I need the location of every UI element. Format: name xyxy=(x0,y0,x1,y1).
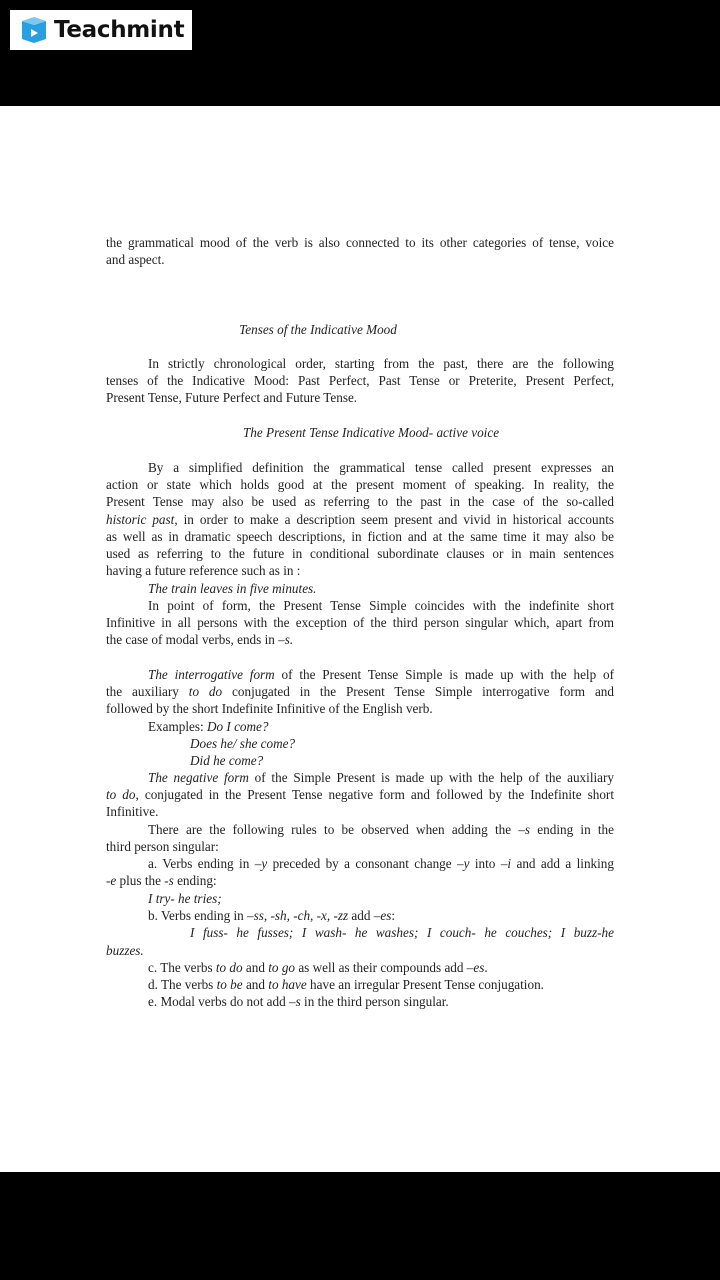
italic-text: to do xyxy=(188,684,223,699)
text: add xyxy=(348,908,374,923)
text: tenses of the Indicative Mood: Past Perfect, Past Tense or Preterite, Present Perfect, xyxy=(106,373,614,388)
italic-text: Do I come? xyxy=(206,719,269,734)
text: preceded by a consonant change xyxy=(267,856,458,871)
italic-text: to go xyxy=(268,960,296,975)
italic-text: The Present Tense Indicative Mood- active voice xyxy=(242,425,500,440)
text-line xyxy=(148,821,614,838)
book-play-icon xyxy=(20,16,48,44)
italic-text: to be xyxy=(216,977,243,992)
italic-text: to do xyxy=(106,787,136,802)
text: the grammatical mood of the verb is also connected to its other categories of tense, voice xyxy=(106,235,614,250)
text-line xyxy=(148,580,316,597)
text: of the Present Tense Simple is made up with the help of xyxy=(274,667,615,682)
italic-text: –y xyxy=(254,856,268,871)
italic-text: Did he come? xyxy=(190,753,264,768)
text: In point of form, the Present Tense Simple coincides with the indefinite short xyxy=(148,598,614,613)
text-line xyxy=(106,511,614,528)
italic-text: I fuss- he fusses; I wash- he washes; I couch- he couches; I buzz-he xyxy=(190,925,614,940)
text-line xyxy=(106,234,614,251)
text: ending in the xyxy=(530,822,615,837)
italic-text: –s xyxy=(518,822,531,837)
text-line xyxy=(148,959,488,976)
italic-text: Tenses of the Indicative Mood xyxy=(239,322,397,337)
text: into xyxy=(469,856,501,871)
text: b. Verbs ending in xyxy=(148,908,248,923)
text-line xyxy=(148,459,614,476)
text-line xyxy=(148,769,614,786)
italic-text: –y xyxy=(457,856,470,871)
text: There are the following rules to be observed when adding the xyxy=(148,822,519,837)
italic-text: -e xyxy=(106,873,117,888)
text: : xyxy=(391,908,396,923)
italic-text: to have xyxy=(268,977,307,992)
text-line xyxy=(106,493,614,510)
text-line xyxy=(148,597,614,614)
text: d. The verbs xyxy=(148,977,217,992)
italic-text: The interrogative form xyxy=(148,667,275,682)
italic-text: buzzes. xyxy=(106,943,144,958)
italic-text: Does he/ she come? xyxy=(190,736,296,751)
bottom-bar xyxy=(0,1172,720,1280)
text-line xyxy=(190,752,263,769)
text: , in order to make a description seem present and vivid in historical accounts xyxy=(174,512,614,527)
text: Infinitive. xyxy=(106,804,159,819)
text: action or state which holds good at the present moment of speaking. In reality, the xyxy=(106,477,614,492)
text: in the third person singular. xyxy=(300,994,449,1009)
text: and xyxy=(242,977,269,992)
text-line xyxy=(106,631,293,648)
text-line xyxy=(106,803,158,820)
text: of the Simple Present is made up with the help of the auxiliary xyxy=(248,770,614,785)
text-line xyxy=(106,683,614,700)
text-line xyxy=(106,614,614,631)
text-line xyxy=(106,372,614,389)
italic-text: to do xyxy=(215,960,243,975)
text-line xyxy=(190,735,295,752)
text: used as referring to the future in conditional subordinate clauses or in main sentences xyxy=(106,546,614,561)
text-line xyxy=(190,924,614,941)
text-line xyxy=(106,872,217,889)
text: as well as their compounds add xyxy=(295,960,467,975)
text: third person singular: xyxy=(106,839,219,854)
text: and xyxy=(242,960,269,975)
text: conjugated in the Present Tense Simple interrogative form and xyxy=(222,684,614,699)
italic-text: –s xyxy=(289,994,301,1009)
italic-text: –ss, -sh, -ch, -x, -zz xyxy=(247,908,349,923)
text: followed by the short Indefinite Infinitive of the English verb. xyxy=(106,701,433,716)
section-heading xyxy=(121,424,621,441)
text: and add a linking xyxy=(511,856,614,871)
text-line xyxy=(148,907,395,924)
italic-text: –es xyxy=(466,960,485,975)
logo-text: Teachmint xyxy=(54,17,185,43)
italic-text: historic past xyxy=(106,512,175,527)
text: In strictly chronological order, starting from the past, there are the following xyxy=(148,356,614,371)
text: Present Tense, Future Perfect and Future Tense. xyxy=(106,390,358,405)
document-page xyxy=(0,106,720,1172)
text: a. Verbs ending in xyxy=(148,856,255,871)
text-line xyxy=(148,993,449,1010)
text: Examples: xyxy=(148,719,207,734)
text-line xyxy=(148,718,269,735)
text: have an irregular Present Tense conjugation. xyxy=(306,977,544,992)
teachmint-logo xyxy=(10,10,192,50)
italic-text: The train leaves in five minutes. xyxy=(148,581,317,596)
text: and aspect. xyxy=(106,252,165,267)
section-heading xyxy=(68,321,568,338)
italic-text: –s. xyxy=(278,632,294,647)
text-line xyxy=(148,666,614,683)
text: e. Modal verbs do not add xyxy=(148,994,290,1009)
text-line xyxy=(106,545,614,562)
text: as well as in dramatic speech descriptions, in fiction and at the same time it may also be xyxy=(106,529,614,544)
italic-text: –i xyxy=(500,856,512,871)
text-line xyxy=(106,562,300,579)
text: the auxiliary xyxy=(106,684,189,699)
text: Present Tense may also be used as referring to the past in the case of the so-called xyxy=(106,494,614,509)
text: c. The verbs xyxy=(148,960,216,975)
text-line xyxy=(106,786,614,803)
italic-text: I try- he tries; xyxy=(148,891,222,906)
text: , conjugated in the Present Tense negative form and followed by the Indefinite short xyxy=(135,787,614,802)
text: By a simplified definition the grammatical tense called present expresses an xyxy=(148,460,614,475)
top-bar xyxy=(0,0,720,106)
text-line xyxy=(106,528,614,545)
italic-text: -s xyxy=(164,873,174,888)
text-line xyxy=(106,389,357,406)
text-line xyxy=(148,890,222,907)
text: ending: xyxy=(173,873,217,888)
text: . xyxy=(484,960,488,975)
text-line xyxy=(106,942,144,959)
text: the case of modal verbs, ends in xyxy=(106,632,279,647)
italic-text: The negative form xyxy=(148,770,249,785)
italic-text: –es xyxy=(373,908,392,923)
text-line xyxy=(106,838,219,855)
text: having a future reference such as in : xyxy=(106,563,301,578)
text-line xyxy=(148,355,614,372)
text: Infinitive in all persons with the exception of the third person singular which, apart from xyxy=(106,615,614,630)
text-line xyxy=(106,251,165,268)
text-line xyxy=(148,855,614,872)
text-line xyxy=(106,700,433,717)
text-line xyxy=(106,476,614,493)
text-line xyxy=(148,976,544,993)
text: plus the xyxy=(116,873,165,888)
